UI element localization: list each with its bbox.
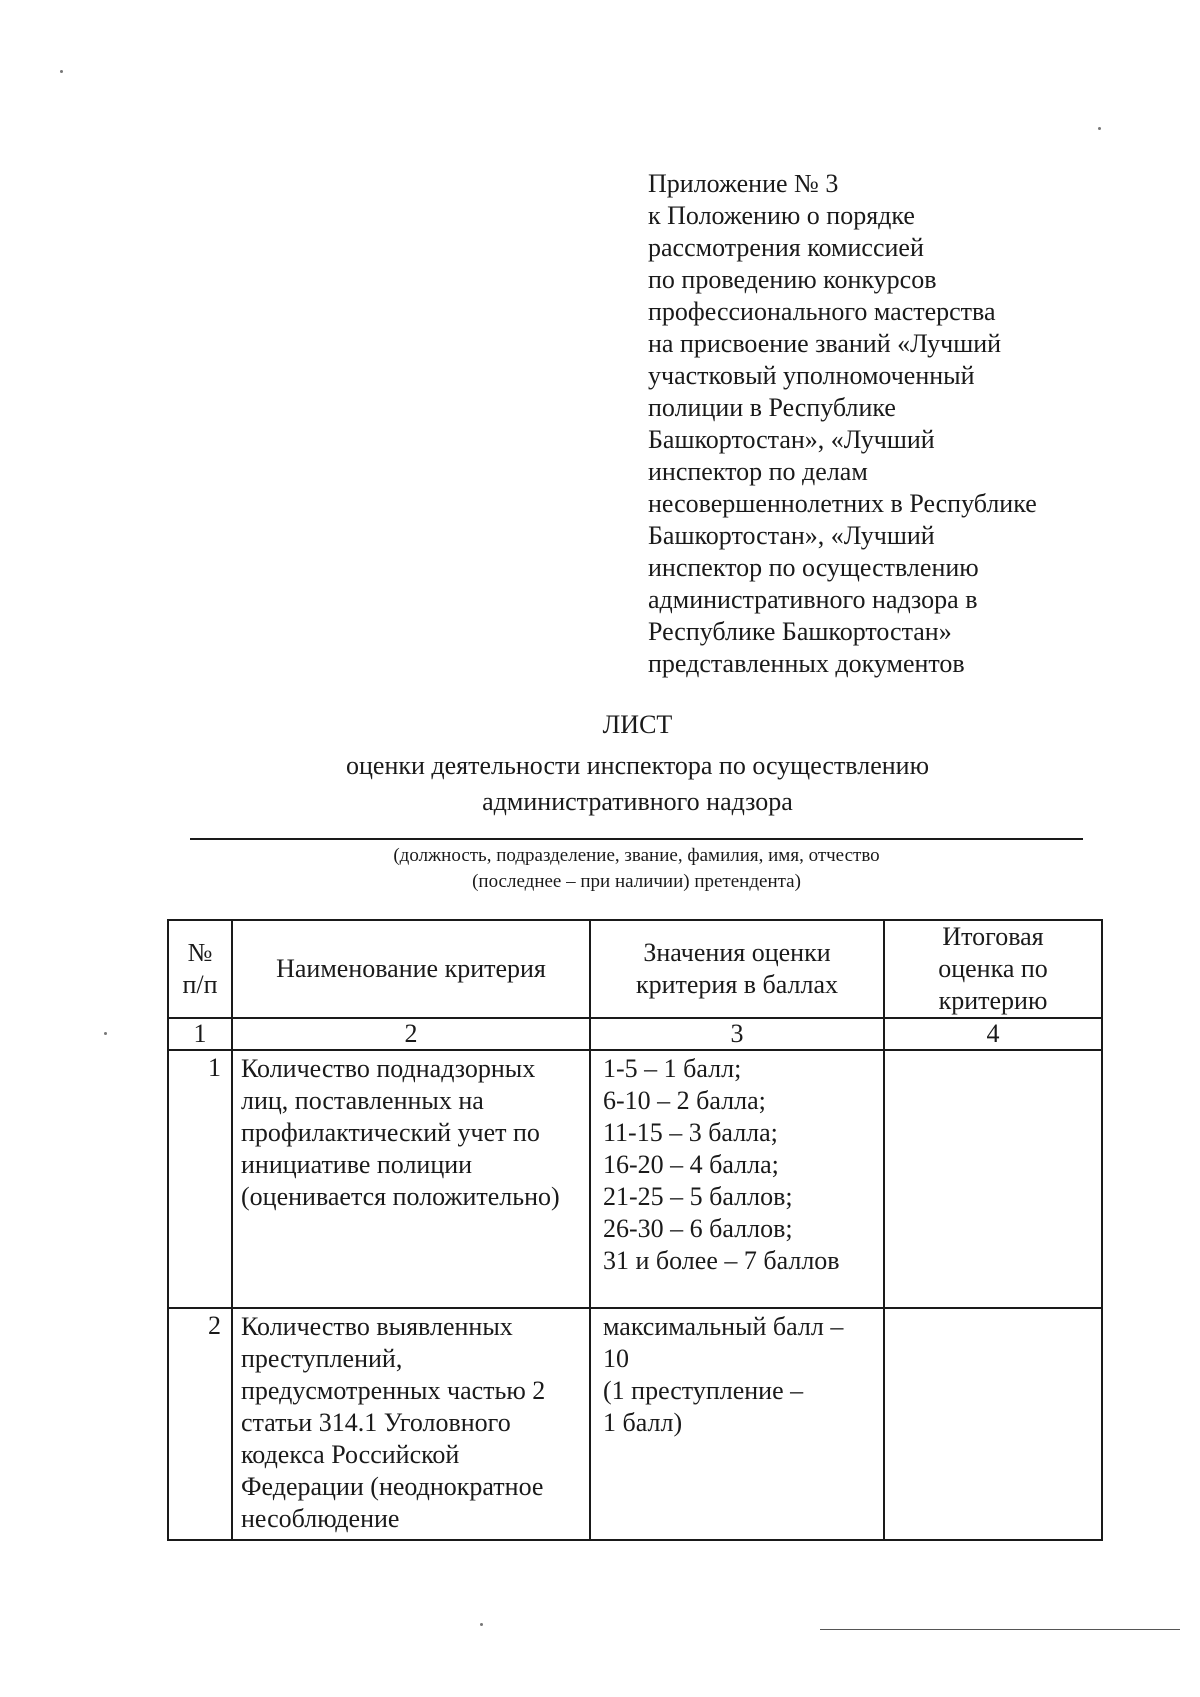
appendix-line: Республике Башкортостан»: [648, 617, 952, 646]
appendix-reference: [648, 168, 1118, 680]
column-number: 1: [168, 1018, 232, 1050]
appendix-line: на присвоение званий «Лучший: [648, 329, 1002, 358]
appendix-line: полиции в Республике: [648, 393, 896, 422]
appendix-line: Приложение № 3: [648, 169, 839, 198]
fill-in-line: [190, 838, 1083, 840]
appendix-line: профессионального мастерства: [648, 297, 996, 326]
document-title-block: [160, 708, 1115, 820]
document-subtitle-line: административного надзора: [482, 787, 793, 816]
header-criterion-name: Наименование критерия: [232, 920, 590, 1018]
header-score-values: Значения оценки критерия в баллах: [590, 920, 884, 1018]
column-number-row: [168, 1018, 1102, 1050]
score-values: 1-5 – 1 балл; 6-10 – 2 балла; 11-15 – 3 балла; 16-20 – 4 балла; 21-25 – 5 баллов; 26-30 – 6 баллов; 31 и более – 7 баллов: [590, 1050, 884, 1308]
row-number: 1: [168, 1050, 232, 1308]
fill-in-caption: [190, 843, 1083, 895]
row-number: 2: [168, 1308, 232, 1540]
document-title: ЛИСТ: [602, 710, 673, 739]
appendix-line: представленных документов: [648, 649, 965, 678]
appendix-line: несовершеннолетних в Республике: [648, 489, 1037, 518]
fill-in-caption-line: (последнее – при наличии) претендента): [472, 871, 801, 892]
appendix-line: инспектор по осуществлению: [648, 553, 979, 582]
document-subtitle-line: оценки деятельности инспектора по осуществлению: [346, 751, 929, 780]
appendix-line: к Положению о порядке: [648, 201, 915, 230]
header-total-score: Итоговая оценка по критерию: [884, 920, 1102, 1018]
appendix-line: Башкортостан», «Лучший: [648, 521, 935, 550]
column-number: 4: [884, 1018, 1102, 1050]
score-values: максимальный балл – 10 (1 преступление – 1 балл): [590, 1308, 884, 1540]
appendix-line: административного надзора в: [648, 585, 978, 614]
table-row: [168, 1050, 1102, 1308]
criteria-table: [167, 919, 1103, 1541]
total-score-cell: [884, 1308, 1102, 1540]
scan-artifact-dot: [104, 1032, 107, 1035]
scan-artifact-dot: [1098, 127, 1101, 130]
table-row: [168, 1308, 1102, 1540]
fill-in-caption-line: (должность, подразделение, звание, фамилия, имя, отчество: [393, 845, 880, 866]
criterion-name: Количество выявленных преступлений, предусмотренных частью 2 статьи 314.1 Уголовного кодекса Российской Федерации (неоднократное несоблюдение: [232, 1308, 590, 1540]
scan-artifact-line: [820, 1629, 1180, 1630]
appendix-line: инспектор по делам: [648, 457, 868, 486]
total-score-cell: [884, 1050, 1102, 1308]
appendix-line: участковый уполномоченный: [648, 361, 975, 390]
scan-artifact-dot: [480, 1623, 483, 1626]
table-header-row: [168, 920, 1102, 1018]
column-number: 3: [590, 1018, 884, 1050]
column-number: 2: [232, 1018, 590, 1050]
header-number: № п/п: [168, 920, 232, 1018]
scan-artifact-dot: [60, 70, 63, 73]
appendix-line: Башкортостан», «Лучший: [648, 425, 935, 454]
appendix-line: по проведению конкурсов: [648, 265, 937, 294]
criterion-name: Количество поднадзорных лиц, поставленных на профилактический учет по инициативе полиции (оценивается положительно): [232, 1050, 590, 1308]
appendix-line: рассмотрения комиссией: [648, 233, 924, 262]
